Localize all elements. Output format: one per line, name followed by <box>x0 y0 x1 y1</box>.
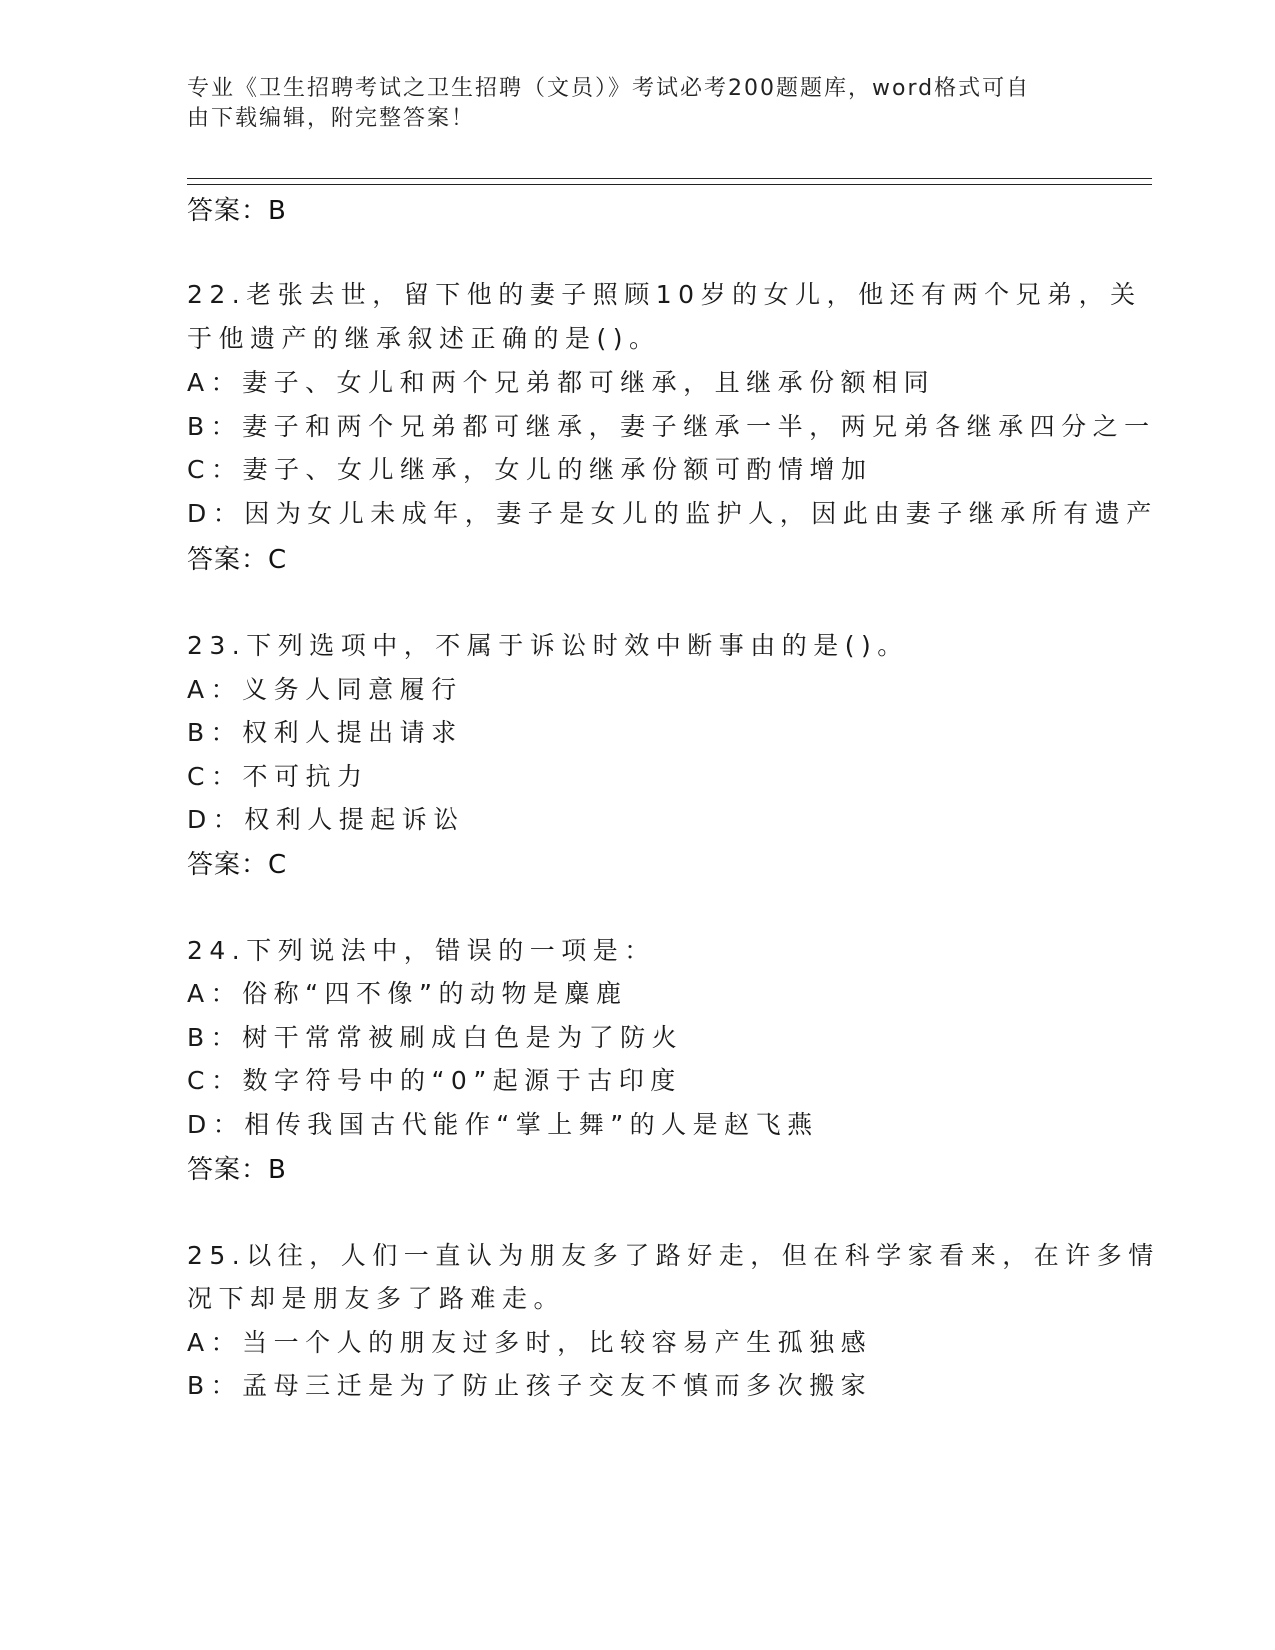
q24-stem-line-1: 24.下列说法中，错误的一项是： <box>187 936 656 965</box>
q22-option-a: A：妻子、女儿和两个兄弟都可继承，且继承份额相同 <box>187 368 936 397</box>
q25-stem-line-2: 况下却是朋友多了路难走。 <box>187 1284 566 1313</box>
q24-option-d: D：相传我国古代能作“掌上舞”的人是赵飞燕 <box>187 1110 819 1139</box>
q25-option-b: B：孟母三迁是为了防止孩子交友不慎而多次搬家 <box>187 1371 873 1400</box>
header-rule-bottom <box>187 184 1152 185</box>
header-rule-top <box>187 178 1152 179</box>
q22-stem-line-2: 于他遗产的继承叙述正确的是()。 <box>187 324 661 353</box>
q23-option-d: D：权利人提起诉讼 <box>187 805 465 834</box>
q24-option-a: A：俗称“四不像”的动物是麋鹿 <box>187 979 628 1008</box>
q22-answer: 答案：C <box>187 545 288 575</box>
q25-stem-line-1: 25.以往，人们一直认为朋友多了路好走，但在科学家看来，在许多情 <box>187 1241 1160 1270</box>
q23-stem-line-1: 23.下列选项中，不属于诉讼时效中断事由的是()。 <box>187 631 909 660</box>
q25-option-a: A：当一个人的朋友过多时，比较容易产生孤独感 <box>187 1328 873 1357</box>
q24-option-b: B：树干常常被刷成白色是为了防火 <box>187 1023 684 1052</box>
q23-option-c: C：不可抗力 <box>187 762 369 791</box>
q22-stem-line-1: 22.老张去世，留下他的妻子照顾10岁的女儿，他还有两个兄弟，关 <box>187 280 1142 309</box>
q22-option-b: B：妻子和两个兄弟都可继承，妻子继承一半，两兄弟各继承四分之一 <box>187 412 1156 441</box>
previous-answer: 答案：B <box>187 196 287 226</box>
header-line-2: 由下载编辑，附完整答案！ <box>187 106 476 131</box>
q24-answer: 答案：B <box>187 1155 287 1185</box>
page-header <box>187 74 1067 134</box>
q23-option-a: A：义务人同意履行 <box>187 675 463 704</box>
q23-option-b: B：权利人提出请求 <box>187 718 463 747</box>
q22-option-c: C：妻子、女儿继承，女儿的继承份额可酌情增加 <box>187 455 873 484</box>
q23-answer: 答案：C <box>187 850 288 880</box>
q22-option-d: D：因为女儿未成年，妻子是女儿的监护人，因此由妻子继承所有遗产 <box>187 499 1158 528</box>
header-line-1: 专业《卫生招聘考试之卫生招聘（文员）》考试必考200题题库，word格式可自 <box>187 76 1031 101</box>
q24-option-c: C：数字符号中的“0”起源于古印度 <box>187 1066 682 1095</box>
